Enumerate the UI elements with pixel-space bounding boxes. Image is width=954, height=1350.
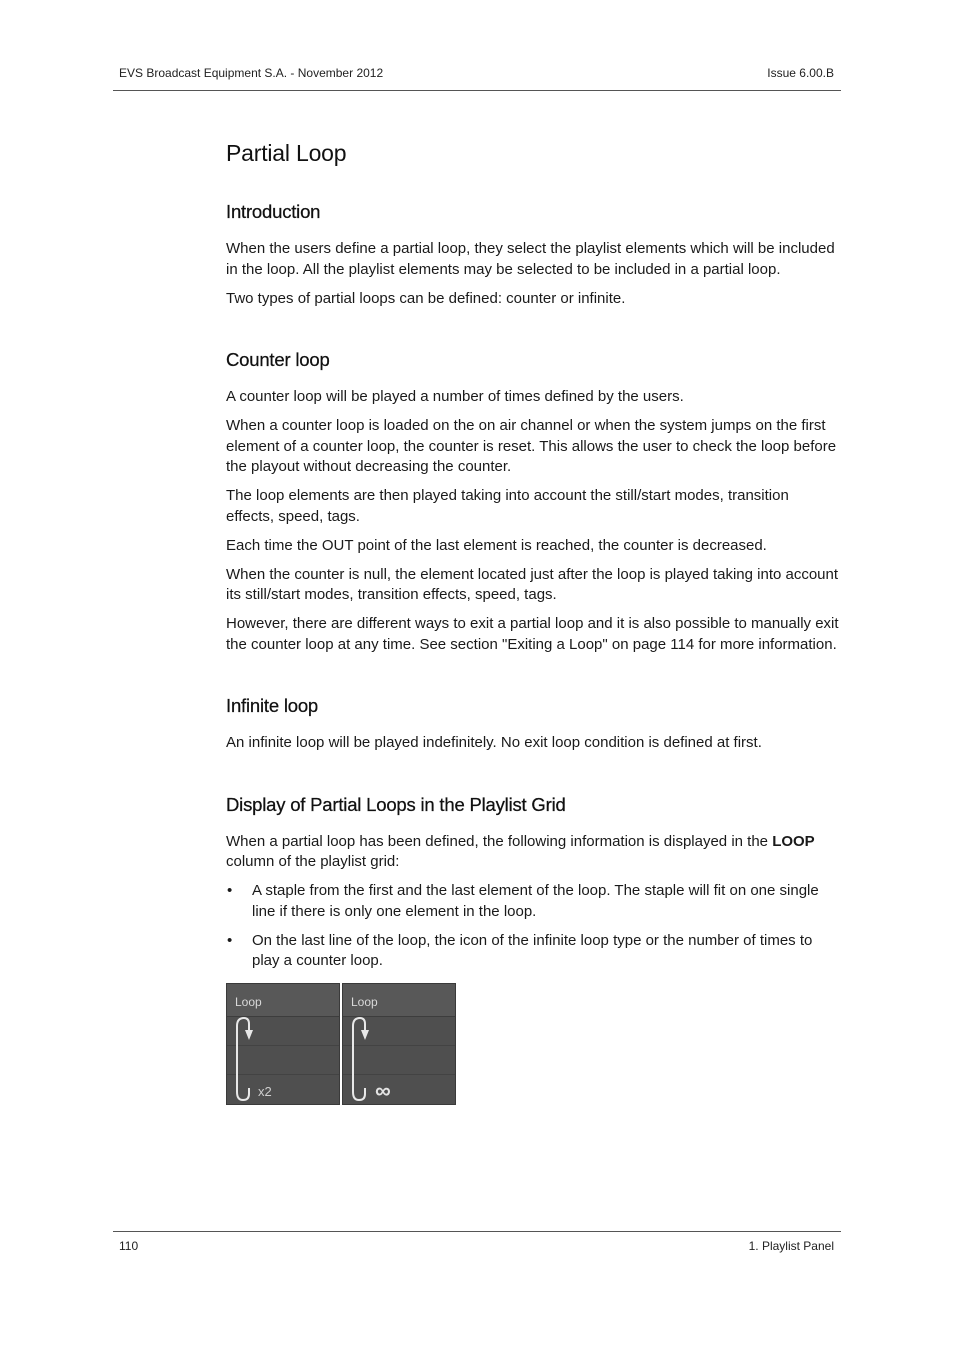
paragraph: Each time the OUT point of the last element is reached, the counter is decreased. bbox=[226, 536, 767, 554]
page-title: Partial Loop bbox=[226, 140, 347, 166]
paragraph: However, there are different ways to exit a partial loop and it is also possible to manually exit the counter loop at any time. See section "Exiting a Loop" on page 114 for more information. bbox=[226, 615, 839, 653]
list-item-text: On the last line of the loop, the icon of the infinite loop type or the number of times to play a counter loop. bbox=[252, 931, 813, 969]
loop-staple-icon bbox=[343, 984, 455, 1104]
list-item bbox=[226, 881, 840, 922]
paragraph bbox=[226, 832, 840, 873]
header-left: EVS Broadcast Equipment S.A. - November 2012 bbox=[119, 66, 384, 80]
counter-loop-panel bbox=[226, 983, 340, 1105]
bullet-marker: • bbox=[227, 882, 233, 899]
chapter-label: 1. Playlist Panel bbox=[748, 1239, 834, 1253]
section-counter-loop bbox=[226, 349, 840, 655]
infinite-loop-panel bbox=[342, 983, 456, 1105]
section-heading: Infinite loop bbox=[226, 695, 319, 716]
loop-counter-label: x2 bbox=[258, 1083, 272, 1099]
column-header: Loop bbox=[343, 984, 455, 1017]
header-right: Issue 6.00.B bbox=[767, 66, 834, 80]
list-item-text: A staple from the first and the last element of the loop. The staple will fit on one single line if there is only one element in the loop. bbox=[252, 882, 819, 920]
loop-staple-icon bbox=[227, 984, 339, 1104]
paragraph: When the counter is null, the element located just after the loop is played taking into account its still/start modes, transition effects, speed, tags. bbox=[226, 565, 839, 603]
bullet-marker: • bbox=[227, 931, 233, 949]
section-display-partial-loops bbox=[226, 794, 840, 1105]
section-heading: Display of Partial Loops in the Playlist Grid bbox=[226, 793, 566, 815]
page-header bbox=[113, 66, 841, 91]
paragraph: When a counter loop is loaded on the on air channel or when the system jumps on the first element of a counter loop, the counter is reset. This allows the user to check the loop before the playout without decreasing the counter. bbox=[226, 417, 837, 475]
loop-column-figure bbox=[226, 983, 840, 1105]
bullet-list bbox=[226, 881, 840, 972]
paragraph: The loop elements are then played taking into account the still/start modes, transition effects, speed, tags. bbox=[226, 487, 789, 525]
section-infinite-loop bbox=[226, 695, 840, 754]
text-run: When a partial loop has been defined, the following information is displayed in the bbox=[226, 832, 773, 850]
text-run: column of the playlist grid: bbox=[226, 853, 400, 870]
paragraph: Two types of partial loops can be defined: counter or infinite. bbox=[226, 289, 626, 307]
list-item bbox=[226, 931, 840, 972]
page-number: 110 bbox=[119, 1239, 139, 1253]
section-introduction bbox=[226, 201, 840, 309]
infinity-icon: ∞ bbox=[375, 1077, 391, 1103]
paragraph: A counter loop will be played a number of times defined by the users. bbox=[226, 388, 684, 405]
section-heading: Introduction bbox=[226, 201, 321, 222]
section-heading: Counter loop bbox=[226, 349, 330, 370]
loop-keyword: LOOP bbox=[772, 832, 815, 850]
page-footer bbox=[113, 1231, 841, 1253]
main-content bbox=[226, 140, 840, 1105]
paragraph: When the users define a partial loop, they select the playlist elements which will be included in the loop. All the playlist elements may be selected to be included in a partial loop. bbox=[226, 240, 835, 278]
column-header: Loop bbox=[227, 984, 339, 1017]
paragraph: An infinite loop will be played indefinitely. No exit loop condition is defined at first. bbox=[226, 734, 762, 751]
